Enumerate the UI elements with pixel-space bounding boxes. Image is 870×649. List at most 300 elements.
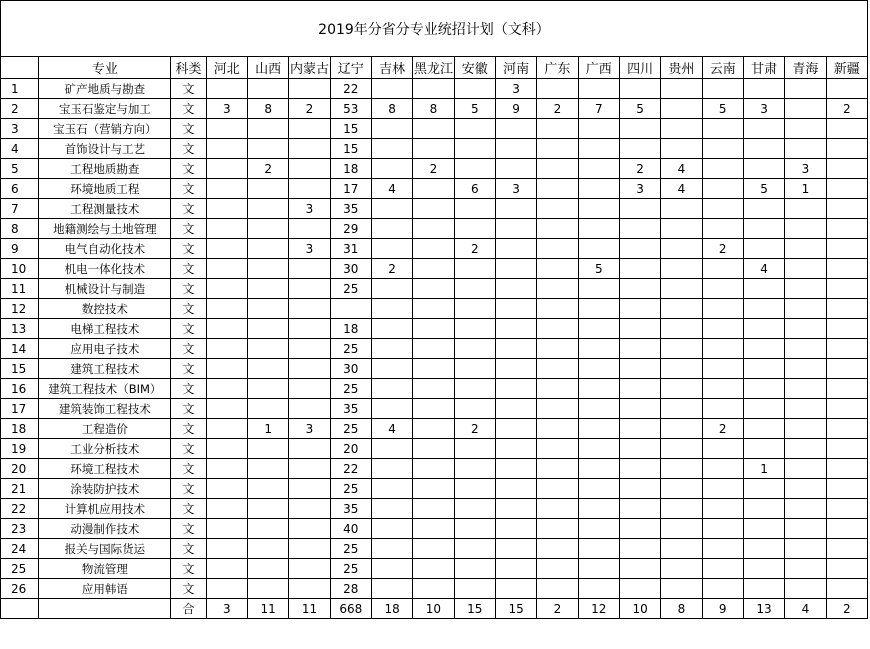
quota-cell: 13 <box>743 599 784 619</box>
quota-cell <box>371 519 412 539</box>
quota-cell: 10 <box>413 599 454 619</box>
quota-cell <box>743 279 784 299</box>
quota-cell <box>578 139 619 159</box>
quota-cell <box>206 339 247 359</box>
table-row <box>1 119 868 139</box>
table-row <box>1 179 868 199</box>
quota-cell <box>206 479 247 499</box>
quota-cell <box>826 359 867 379</box>
row-number-cell: 2 <box>1 99 39 119</box>
quota-cell <box>661 419 702 439</box>
quota-cell: 2 <box>413 159 454 179</box>
major-cell: 计算机应用技术 <box>39 499 171 519</box>
quota-cell: 2 <box>537 599 578 619</box>
quota-cell: 5 <box>743 179 784 199</box>
quota-cell <box>371 579 412 599</box>
quota-cell: 15 <box>330 139 371 159</box>
quota-cell: 20 <box>330 439 371 459</box>
table-row <box>1 499 868 519</box>
quota-cell <box>247 459 288 479</box>
quota-cell <box>289 299 330 319</box>
quota-cell: 4 <box>371 179 412 199</box>
quota-cell <box>619 199 660 219</box>
quota-cell <box>206 399 247 419</box>
quota-cell <box>785 419 826 439</box>
quota-cell <box>495 259 536 279</box>
quota-cell <box>537 539 578 559</box>
quota-cell: 31 <box>330 239 371 259</box>
category-cell: 文 <box>171 439 206 459</box>
quota-cell <box>413 79 454 99</box>
quota-cell <box>454 459 495 479</box>
quota-cell <box>743 399 784 419</box>
quota-cell <box>206 279 247 299</box>
quota-cell: 28 <box>330 579 371 599</box>
quota-cell <box>413 139 454 159</box>
major-cell <box>39 599 171 619</box>
quota-cell <box>661 479 702 499</box>
quota-cell <box>247 379 288 399</box>
table-row <box>1 539 868 559</box>
category-cell: 文 <box>171 279 206 299</box>
quota-cell <box>371 479 412 499</box>
quota-cell: 2 <box>702 419 743 439</box>
quota-cell <box>702 379 743 399</box>
quota-cell: 3 <box>619 179 660 199</box>
quota-cell <box>702 199 743 219</box>
category-cell: 文 <box>171 79 206 99</box>
quota-cell <box>454 339 495 359</box>
major-cell: 宝玉石（营销方向） <box>39 119 171 139</box>
quota-cell <box>537 279 578 299</box>
table-row <box>1 159 868 179</box>
quota-cell <box>661 259 702 279</box>
quota-cell <box>661 239 702 259</box>
quota-cell <box>826 479 867 499</box>
major-cell: 报关与国际货运 <box>39 539 171 559</box>
table-row <box>1 79 868 99</box>
quota-cell <box>661 559 702 579</box>
quota-cell <box>785 379 826 399</box>
quota-cell: 11 <box>289 599 330 619</box>
quota-cell <box>826 159 867 179</box>
quota-cell <box>826 419 867 439</box>
quota-cell: 2 <box>454 419 495 439</box>
quota-cell <box>247 199 288 219</box>
quota-cell <box>495 279 536 299</box>
quota-cell <box>537 319 578 339</box>
quota-cell <box>578 479 619 499</box>
quota-cell: 15 <box>495 599 536 619</box>
quota-cell <box>661 399 702 419</box>
quota-cell <box>247 219 288 239</box>
quota-cell <box>206 579 247 599</box>
major-cell: 工程测量技术 <box>39 199 171 219</box>
quota-cell <box>702 79 743 99</box>
major-cell: 地籍测绘与土地管理 <box>39 219 171 239</box>
quota-cell <box>619 379 660 399</box>
quota-cell <box>537 79 578 99</box>
row-number-cell: 9 <box>1 239 39 259</box>
quota-cell <box>371 299 412 319</box>
quota-cell <box>413 199 454 219</box>
quota-cell <box>578 499 619 519</box>
quota-cell: 25 <box>330 539 371 559</box>
quota-cell <box>702 179 743 199</box>
quota-cell <box>785 359 826 379</box>
quota-cell <box>619 239 660 259</box>
quota-cell <box>454 119 495 139</box>
quota-cell: 9 <box>702 599 743 619</box>
quota-cell <box>537 199 578 219</box>
quota-cell <box>495 119 536 139</box>
quota-cell <box>413 339 454 359</box>
quota-cell <box>661 99 702 119</box>
quota-cell <box>661 199 702 219</box>
quota-cell <box>371 79 412 99</box>
quota-cell <box>578 119 619 139</box>
quota-cell <box>371 539 412 559</box>
quota-cell <box>785 579 826 599</box>
quota-cell: 8 <box>371 99 412 119</box>
quota-cell <box>413 419 454 439</box>
quota-cell: 35 <box>330 199 371 219</box>
quota-cell <box>247 519 288 539</box>
quota-cell <box>289 339 330 359</box>
row-number-cell: 14 <box>1 339 39 359</box>
quota-cell: 30 <box>330 259 371 279</box>
quota-cell <box>206 439 247 459</box>
quota-cell <box>785 239 826 259</box>
table-row <box>1 459 868 479</box>
column-header: 科类 <box>171 57 206 79</box>
table-row <box>1 419 868 439</box>
quota-cell: 3 <box>289 239 330 259</box>
quota-cell <box>578 459 619 479</box>
quota-cell <box>537 179 578 199</box>
quota-cell <box>495 159 536 179</box>
quota-cell <box>289 399 330 419</box>
quota-cell <box>702 299 743 319</box>
major-cell: 机械设计与制造 <box>39 279 171 299</box>
quota-cell <box>619 139 660 159</box>
quota-cell <box>702 439 743 459</box>
quota-cell <box>413 379 454 399</box>
quota-cell <box>702 159 743 179</box>
quota-cell <box>413 479 454 499</box>
category-cell: 文 <box>171 199 206 219</box>
major-cell: 数控技术 <box>39 299 171 319</box>
quota-cell <box>702 219 743 239</box>
row-number-cell: 24 <box>1 539 39 559</box>
quota-cell <box>619 399 660 419</box>
quota-cell <box>413 579 454 599</box>
quota-cell <box>702 339 743 359</box>
quota-cell <box>619 499 660 519</box>
quota-cell <box>247 339 288 359</box>
row-number-cell: 7 <box>1 199 39 219</box>
quota-cell <box>289 79 330 99</box>
quota-cell <box>702 359 743 379</box>
quota-cell <box>702 259 743 279</box>
category-cell: 文 <box>171 339 206 359</box>
table-row <box>1 359 868 379</box>
row-number-cell: 1 <box>1 79 39 99</box>
quota-cell <box>661 439 702 459</box>
major-cell: 物流管理 <box>39 559 171 579</box>
quota-cell <box>495 299 536 319</box>
quota-cell <box>578 279 619 299</box>
quota-cell <box>454 79 495 99</box>
major-cell: 电气自动化技术 <box>39 239 171 259</box>
quota-cell <box>206 559 247 579</box>
quota-cell <box>743 379 784 399</box>
table-body <box>1 79 868 619</box>
quota-cell: 2 <box>619 159 660 179</box>
quota-cell <box>661 319 702 339</box>
quota-cell <box>537 119 578 139</box>
quota-cell <box>413 299 454 319</box>
quota-cell <box>289 379 330 399</box>
quota-cell <box>702 399 743 419</box>
quota-cell <box>495 139 536 159</box>
quota-cell <box>702 559 743 579</box>
quota-cell: 12 <box>578 599 619 619</box>
quota-cell <box>785 339 826 359</box>
quota-cell: 10 <box>619 599 660 619</box>
quota-cell <box>413 239 454 259</box>
quota-cell: 2 <box>826 99 867 119</box>
quota-cell <box>537 259 578 279</box>
quota-cell: 29 <box>330 219 371 239</box>
quota-cell <box>619 119 660 139</box>
quota-cell <box>826 439 867 459</box>
quota-cell <box>413 119 454 139</box>
quota-cell <box>454 539 495 559</box>
quota-cell <box>661 539 702 559</box>
row-number-cell: 6 <box>1 179 39 199</box>
quota-cell <box>537 499 578 519</box>
quota-cell <box>826 279 867 299</box>
row-number-cell: 15 <box>1 359 39 379</box>
quota-cell <box>619 519 660 539</box>
quota-cell <box>661 119 702 139</box>
table-row <box>1 259 868 279</box>
quota-cell <box>619 479 660 499</box>
quota-cell <box>413 559 454 579</box>
quota-cell <box>661 79 702 99</box>
quota-cell <box>206 119 247 139</box>
quota-cell <box>743 159 784 179</box>
quota-cell <box>826 459 867 479</box>
quota-cell <box>578 79 619 99</box>
quota-cell <box>371 459 412 479</box>
category-cell: 文 <box>171 299 206 319</box>
quota-cell: 3 <box>743 99 784 119</box>
quota-cell: 18 <box>330 159 371 179</box>
major-cell: 应用电子技术 <box>39 339 171 359</box>
row-number-cell: 3 <box>1 119 39 139</box>
quota-cell <box>289 259 330 279</box>
quota-cell <box>371 359 412 379</box>
category-cell: 文 <box>171 259 206 279</box>
quota-cell <box>702 459 743 479</box>
quota-cell <box>661 219 702 239</box>
quota-cell <box>454 199 495 219</box>
quota-cell <box>785 119 826 139</box>
quota-cell <box>826 339 867 359</box>
quota-cell <box>619 259 660 279</box>
quota-cell <box>661 459 702 479</box>
quota-cell: 668 <box>330 599 371 619</box>
quota-cell <box>619 419 660 439</box>
quota-cell <box>785 259 826 279</box>
quota-cell <box>578 519 619 539</box>
row-number-cell: 17 <box>1 399 39 419</box>
quota-cell: 3 <box>785 159 826 179</box>
quota-cell <box>537 239 578 259</box>
quota-cell: 3 <box>206 99 247 119</box>
quota-cell: 5 <box>454 99 495 119</box>
quota-cell <box>371 439 412 459</box>
major-cell: 环境工程技术 <box>39 459 171 479</box>
quota-cell: 25 <box>330 279 371 299</box>
quota-cell <box>371 379 412 399</box>
quota-cell <box>578 179 619 199</box>
table-row <box>1 219 868 239</box>
quota-cell <box>743 559 784 579</box>
row-number-cell: 16 <box>1 379 39 399</box>
quota-cell <box>537 579 578 599</box>
quota-cell <box>537 479 578 499</box>
column-header: 吉林 <box>371 57 412 79</box>
quota-cell <box>743 219 784 239</box>
category-cell: 文 <box>171 399 206 419</box>
table-row <box>1 559 868 579</box>
quota-cell <box>495 359 536 379</box>
quota-cell <box>619 579 660 599</box>
row-number-cell: 4 <box>1 139 39 159</box>
major-cell: 电梯工程技术 <box>39 319 171 339</box>
quota-cell <box>495 379 536 399</box>
quota-cell <box>330 299 371 319</box>
quota-cell: 15 <box>330 119 371 139</box>
quota-cell <box>371 499 412 519</box>
quota-cell <box>826 319 867 339</box>
quota-cell <box>785 459 826 479</box>
major-cell: 动漫制作技术 <box>39 519 171 539</box>
quota-cell: 5 <box>702 99 743 119</box>
quota-cell: 8 <box>413 99 454 119</box>
quota-cell <box>537 299 578 319</box>
quota-cell: 25 <box>330 559 371 579</box>
quota-cell: 2 <box>247 159 288 179</box>
quota-cell <box>826 119 867 139</box>
category-cell: 文 <box>171 539 206 559</box>
quota-cell <box>413 539 454 559</box>
quota-cell <box>454 319 495 339</box>
quota-cell: 3 <box>206 599 247 619</box>
quota-cell <box>537 219 578 239</box>
quota-cell <box>495 399 536 419</box>
quota-cell <box>206 539 247 559</box>
quota-cell <box>454 379 495 399</box>
quota-cell <box>371 319 412 339</box>
quota-cell <box>578 299 619 319</box>
quota-cell <box>206 359 247 379</box>
quota-cell <box>826 379 867 399</box>
quota-cell <box>454 559 495 579</box>
quota-cell <box>247 539 288 559</box>
quota-cell <box>619 219 660 239</box>
quota-cell <box>743 519 784 539</box>
quota-cell <box>495 239 536 259</box>
row-number-cell: 12 <box>1 299 39 319</box>
column-header: 山西 <box>247 57 288 79</box>
row-number-cell: 13 <box>1 319 39 339</box>
quota-cell <box>371 139 412 159</box>
quota-cell <box>743 319 784 339</box>
quota-cell <box>289 359 330 379</box>
quota-cell <box>702 279 743 299</box>
quota-cell <box>247 179 288 199</box>
column-header: 云南 <box>702 57 743 79</box>
quota-cell: 53 <box>330 99 371 119</box>
quota-cell <box>743 499 784 519</box>
quota-cell <box>413 319 454 339</box>
quota-cell <box>247 259 288 279</box>
table-row <box>1 399 868 419</box>
quota-cell <box>578 219 619 239</box>
row-number-cell: 22 <box>1 499 39 519</box>
category-cell: 文 <box>171 359 206 379</box>
quota-cell <box>578 339 619 359</box>
quota-cell <box>743 359 784 379</box>
table-row <box>1 199 868 219</box>
quota-cell <box>454 359 495 379</box>
quota-cell <box>785 559 826 579</box>
quota-cell <box>702 499 743 519</box>
quota-cell <box>743 299 784 319</box>
quota-cell <box>247 139 288 159</box>
quota-cell <box>537 559 578 579</box>
table-row <box>1 479 868 499</box>
quota-cell <box>413 399 454 419</box>
quota-cell <box>454 579 495 599</box>
quota-cell <box>578 579 619 599</box>
column-header: 黑龙江 <box>413 57 454 79</box>
quota-cell <box>454 299 495 319</box>
quota-cell <box>785 519 826 539</box>
row-number-cell: 11 <box>1 279 39 299</box>
quota-cell <box>619 359 660 379</box>
quota-cell <box>826 139 867 159</box>
quota-cell <box>537 519 578 539</box>
category-cell: 文 <box>171 499 206 519</box>
quota-cell <box>413 179 454 199</box>
category-cell: 文 <box>171 119 206 139</box>
quota-cell <box>826 199 867 219</box>
quota-cell <box>454 399 495 419</box>
quota-cell <box>661 139 702 159</box>
quota-cell: 11 <box>247 599 288 619</box>
quota-cell: 8 <box>247 99 288 119</box>
row-number-cell: 18 <box>1 419 39 439</box>
major-cell: 建筑工程技术 <box>39 359 171 379</box>
header-row <box>1 57 868 79</box>
quota-cell <box>206 159 247 179</box>
major-cell: 矿产地质与勘查 <box>39 79 171 99</box>
